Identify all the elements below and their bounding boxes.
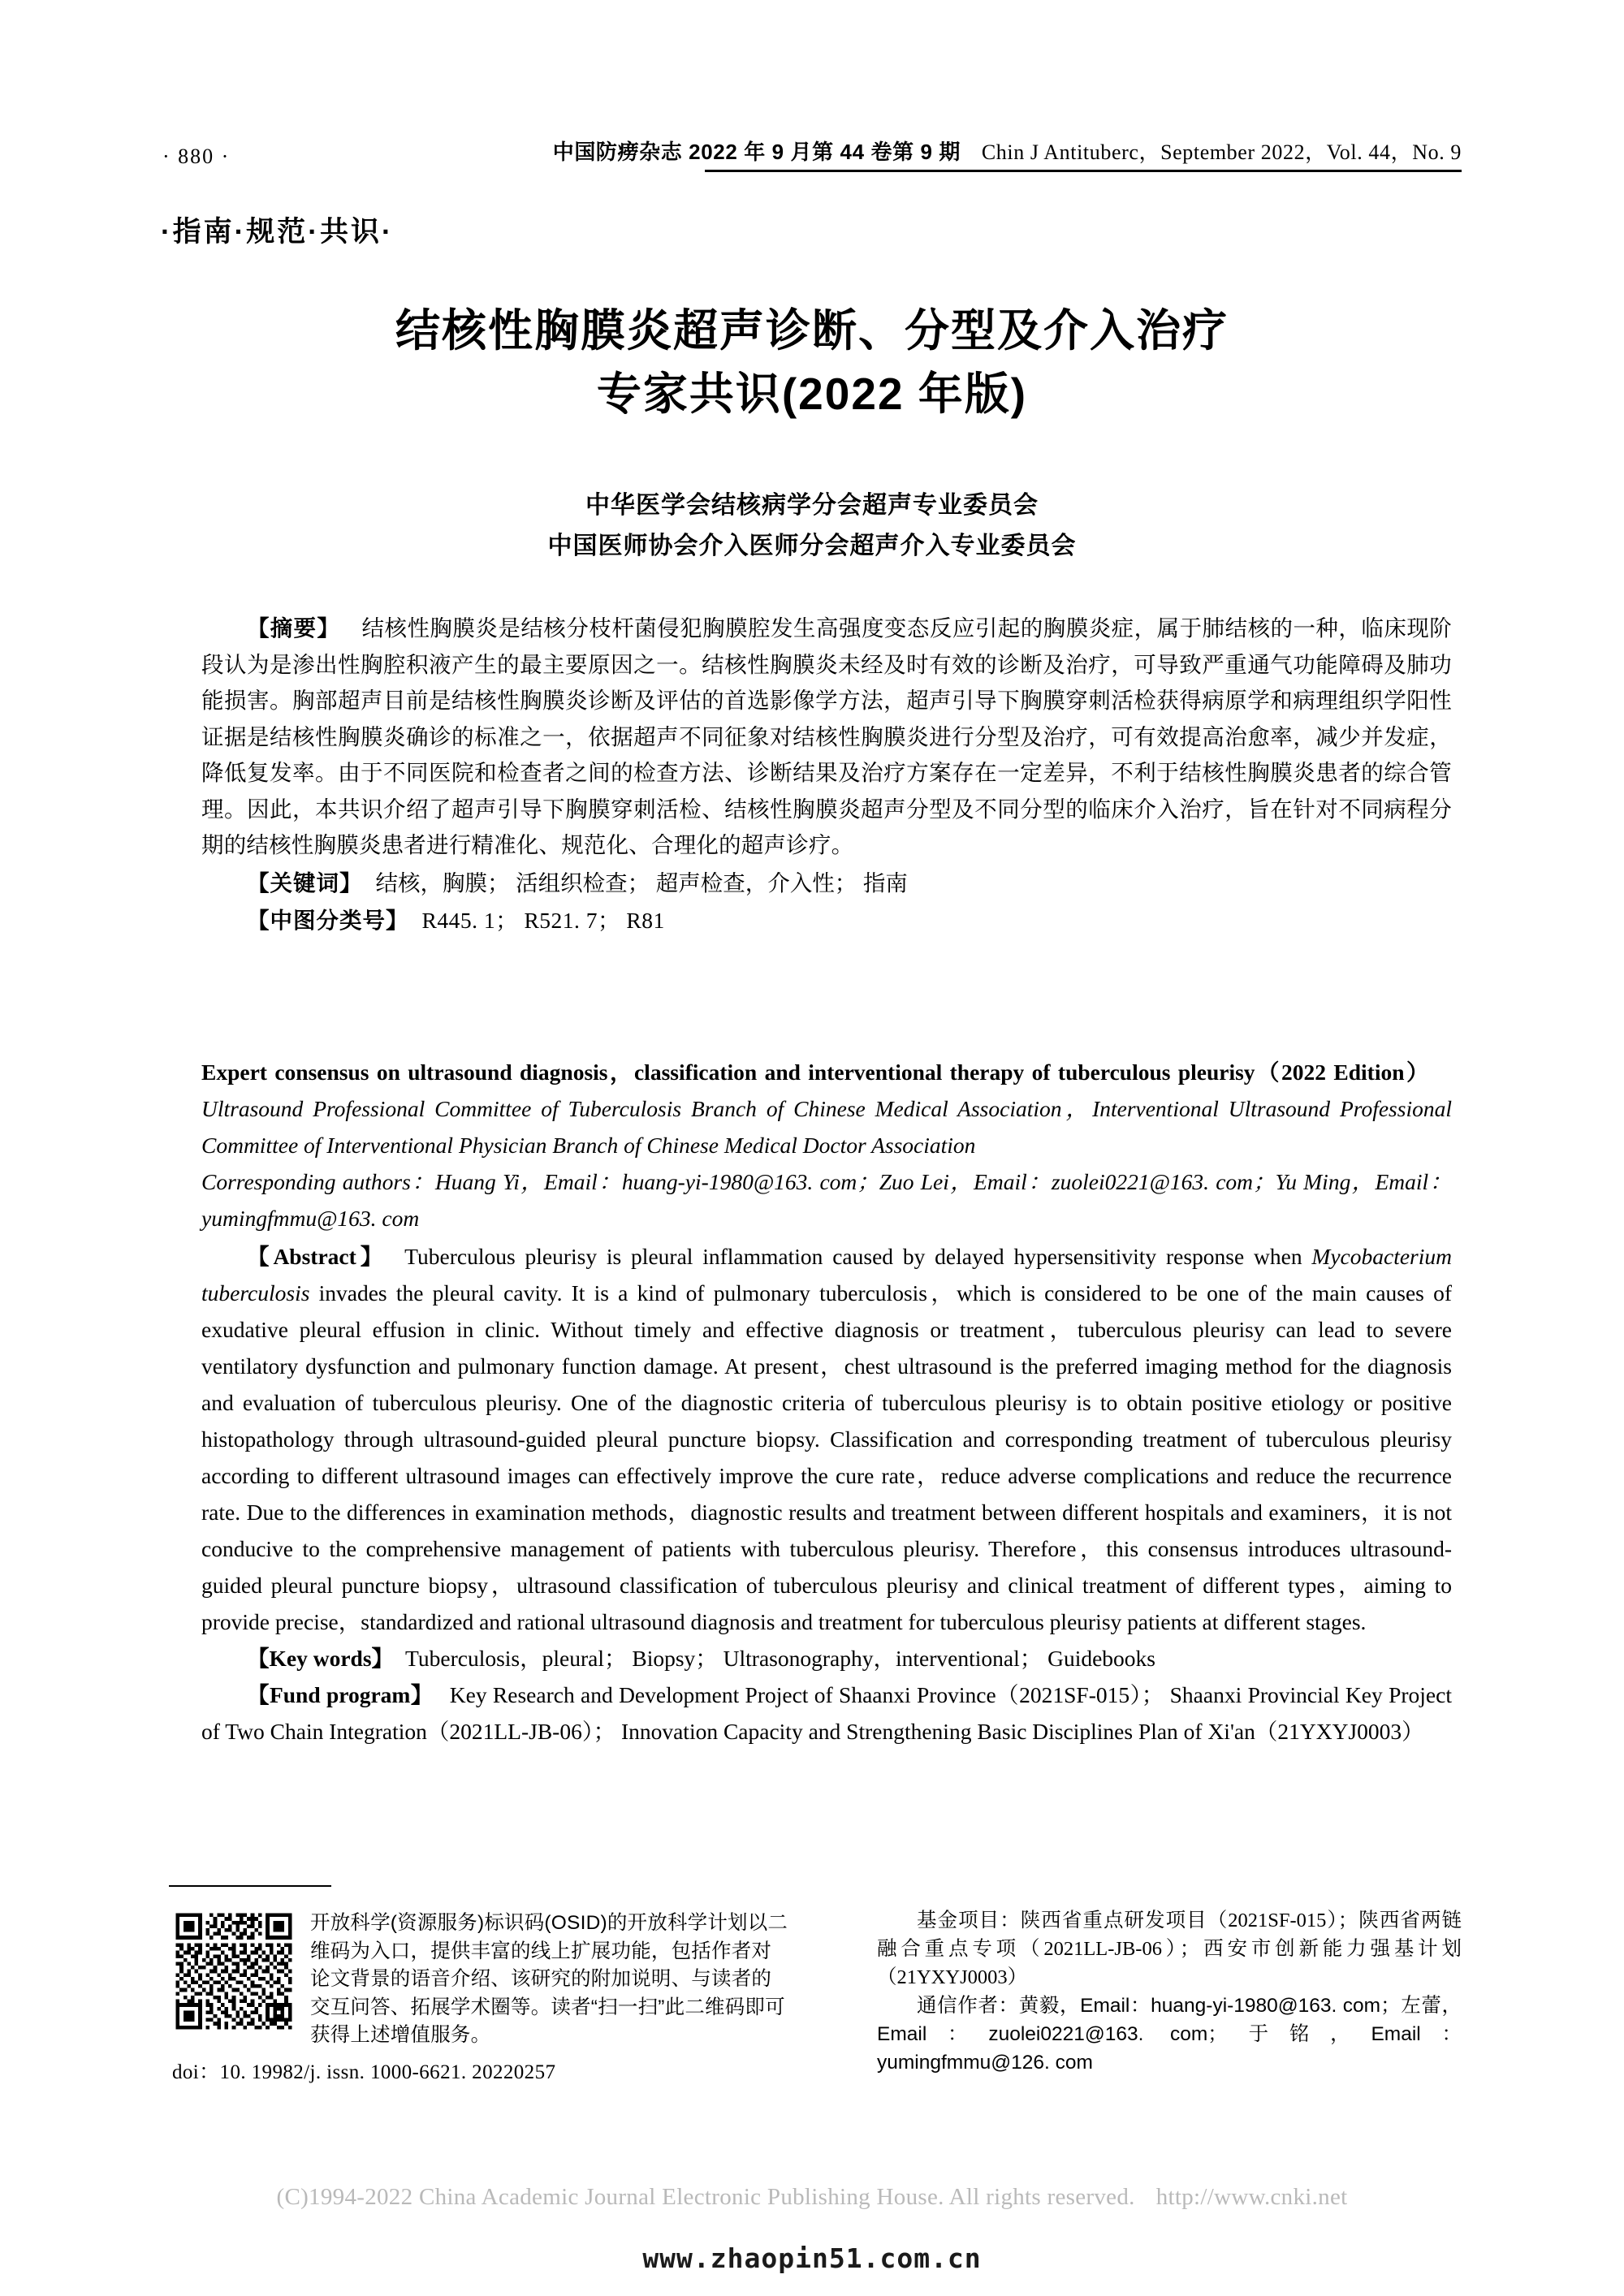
chinese-abstract-label: 【摘要】 [247,615,341,641]
english-block [201,1054,1452,1750]
running-head-right [553,136,1462,172]
chinese-abstract-block [201,611,1452,939]
article-title [162,299,1462,425]
english-title: Expert consensus on ultrasound diagnosis，classification and interventional therapy of tuberculous pleurisy（2022 Edition） [201,1060,1431,1085]
chinese-clc-label: 【中图分类号】 [247,907,409,933]
article-title-line-2: 专家共识(2022 年版) [596,369,1028,419]
journal-citation-en: Chin J Antituberc，September 2022，Vol. 44，No. 9 [981,140,1462,164]
osid-block [172,1910,789,2050]
footnote-corr-text: 黄毅，Email：huang-yi-1980@163. com；左蕾，Email：zuolei0221@163. com；于铭，Email：yumingfmmu@126. com [877,1995,1462,2074]
footnote-corresponding [877,1992,1462,2077]
english-affiliation: Ultrasound Professional Committee of Tuberculosis Branch of Chinese Medical Association，Interventional Ultrasound Professional Committee of Interventional Physician Branch of Chinese Medical Doctor Association [201,1096,1452,1158]
footnote-fund-label: 基金项目： [917,1910,1021,1931]
english-fund-program [201,1677,1452,1750]
cnki-copyright: (C)1994-2022 China Academic Journal Electronic Publishing House. All rights reserved. [276,2184,1135,2210]
english-keywords-text: Tuberculosis，pleural； Biopsy； Ultrasonography，interventional； Guidebooks [405,1646,1155,1671]
footnote-fund [877,1906,1462,1992]
journal-citation [553,136,1462,170]
chinese-keywords-text: 结核，胸膜； 活组织检查； 超声检查，介入性； 指南 [375,870,908,896]
chinese-abstract-text: 结核性胸膜炎是结核分枝杆菌侵犯胸膜腔发生高强度变态反应引起的胸膜炎症，属于肺结核的一种，临床现阶段认为是渗出性胸腔积液产生的最主要原因之一。结核性胸膜炎未经及时有效的诊断及治疗，可导致严重通气功能障碍及肺功能损害。胸部超声目前是结核性胸膜炎诊断及评估的首选影像学方法，超声引导下胸膜穿刺活检获得病原学和病理组织学阳性证据是结核性胸膜炎确诊的标准之一，依据超声不同征象对结核性胸膜炎进行分型及治疗，可有效提高治愈率，减少并发症，降低复发率。由于不同医院和检查者之间的检查方法、诊断结果及治疗方案存在一定差异，不利于结核性胸膜炎患者的综合管理。因此，本共识介绍了超声引导下胸膜穿刺活检、结核性胸膜炎超声分型及不同分型的临床介入治疗，旨在针对不同病程分期的结核性胸膜炎患者进行精准化、规范化、合理化的超声诊疗。 [201,615,1453,857]
article-title-line-1: 结核性胸膜炎超声诊断、分型及介入治疗 [395,305,1229,356]
qr-code-icon [172,1910,296,2033]
chinese-abstract [201,611,1452,864]
running-head [162,128,1462,172]
zhaopin-watermark: www.zhaopin51.com.cn [642,2242,982,2274]
english-fund-label: 【Fund program】 [247,1682,434,1707]
section-kicker: ·指南·规范·共识· [161,216,394,248]
journal-citation-cn: 中国防痨杂志 2022 年 9 月第 44 卷第 9 期 [552,140,961,164]
chinese-keywords [201,865,1452,901]
chinese-clc-text: R445. 1； R521. 7； R81 [421,907,665,933]
footnote-column [877,1906,1462,2077]
english-abstract [201,1238,1452,1640]
english-fund-text: Key Research and Development Project of Shaanxi Province（2021SF-015）； Shaanxi Provincial Key Project of Two Chain Integration（2021LL-JB-06）； Innovation Capacity and Strengthening Basic Disciplines Plan of Xi'an（21YXYJ0003） [201,1682,1452,1744]
footnote-fund-text: 陕西省重点研发项目（2021SF-015）；陕西省两链融合重点专项（2021LL-JB-06）；西安市创新能力强基计划（21YXYJ0003） [877,1910,1462,1988]
english-abstract-part2: invades the pleural cavity. It is a kind of pulmonary tuberculosis，which is considered to be one of the main causes of exudative pleural effusion in clinic. Without timely and effective diagnosis or treatment，tuberculous pleurisy can lead to severe ventilatory dysfunction and pulmonary function damage. At present，chest ultrasound is the preferred imaging method for the diagnosis and evaluation of tuberculous pleurisy. One of the diagnostic criteria of tuberculous pleurisy is to obtain positive etiology or positive histopathology through ultrasound-guided pleural puncture biopsy. Classification and corresponding treatment of tuberculous pleurisy according to different ultrasound images can effectively improve the cure rate，reduce adverse complications and reduce the recurrence rate. Due to the differences in examination methods，diagnostic results and treatment between different hospitals and examiners，it is not conducive to the comprehensive management of patients with tuberculous pleurisy. Therefore，this consensus introduces ultrasound-guided pleural puncture biopsy，ultrasound classification of tuberculous pleurisy and clinical treatment of different types，aiming to provide precise，standardized and rational ultrasound diagnosis and treatment for tuberculous pleurisy patients at different stages. [201,1280,1452,1634]
english-keywords [201,1640,1452,1677]
page-folio: · 880 · [162,145,231,168]
author-organizations [162,486,1462,567]
cnki-watermark [0,2184,1624,2211]
english-corresponding-authors: Corresponding authors：Huang Yi，Email：huang-yi-1980@163. com；Zuo Lei，Email：zuolei0221@163. com；Yu Ming，Email：yumingfmmu@163. com [201,1169,1452,1231]
english-abstract-label: 【Abstract】 [247,1244,387,1269]
footnote-corr-label: 通信作者： [917,1995,1019,2017]
cnki-url: http://www.cnki.net [1155,2184,1348,2210]
organization-2: 中国医师协会介入医师分会超声介入专业委员会 [547,533,1077,559]
osid-description: 开放科学(资源服务)标识码(OSID)的开放科学计划以二维码为入口，提供丰富的线上扩展功能，包括作者对论文背景的语音介绍、该研究的附加说明、与读者的交互问答、拓展学术圈等。读者“扫一扫”此二维码即可获得上述增值服务。 [310,1912,788,2046]
english-abstract-part1: Tuberculous pleurisy is pleural inflammation caused by delayed hypersensitivity response when [404,1244,1312,1269]
footnote-separator-rule [169,1885,331,1887]
chinese-keywords-label: 【关键词】 [247,870,363,896]
english-keywords-label: 【Key words】 [247,1646,395,1671]
running-head-rule [705,170,1462,172]
english-title-and-affiliation [201,1054,1452,1163]
doi-text[interactable]: doi：10. 19982/j. issn. 1000-6621. 20220257 [172,2061,556,2083]
organization-1: 中华医学会结核病学分会超声专业委员会 [585,492,1039,519]
english-abstract-italic-term: Mycobacterium tuberculosis [201,1244,1452,1306]
chinese-clc [201,902,1452,939]
